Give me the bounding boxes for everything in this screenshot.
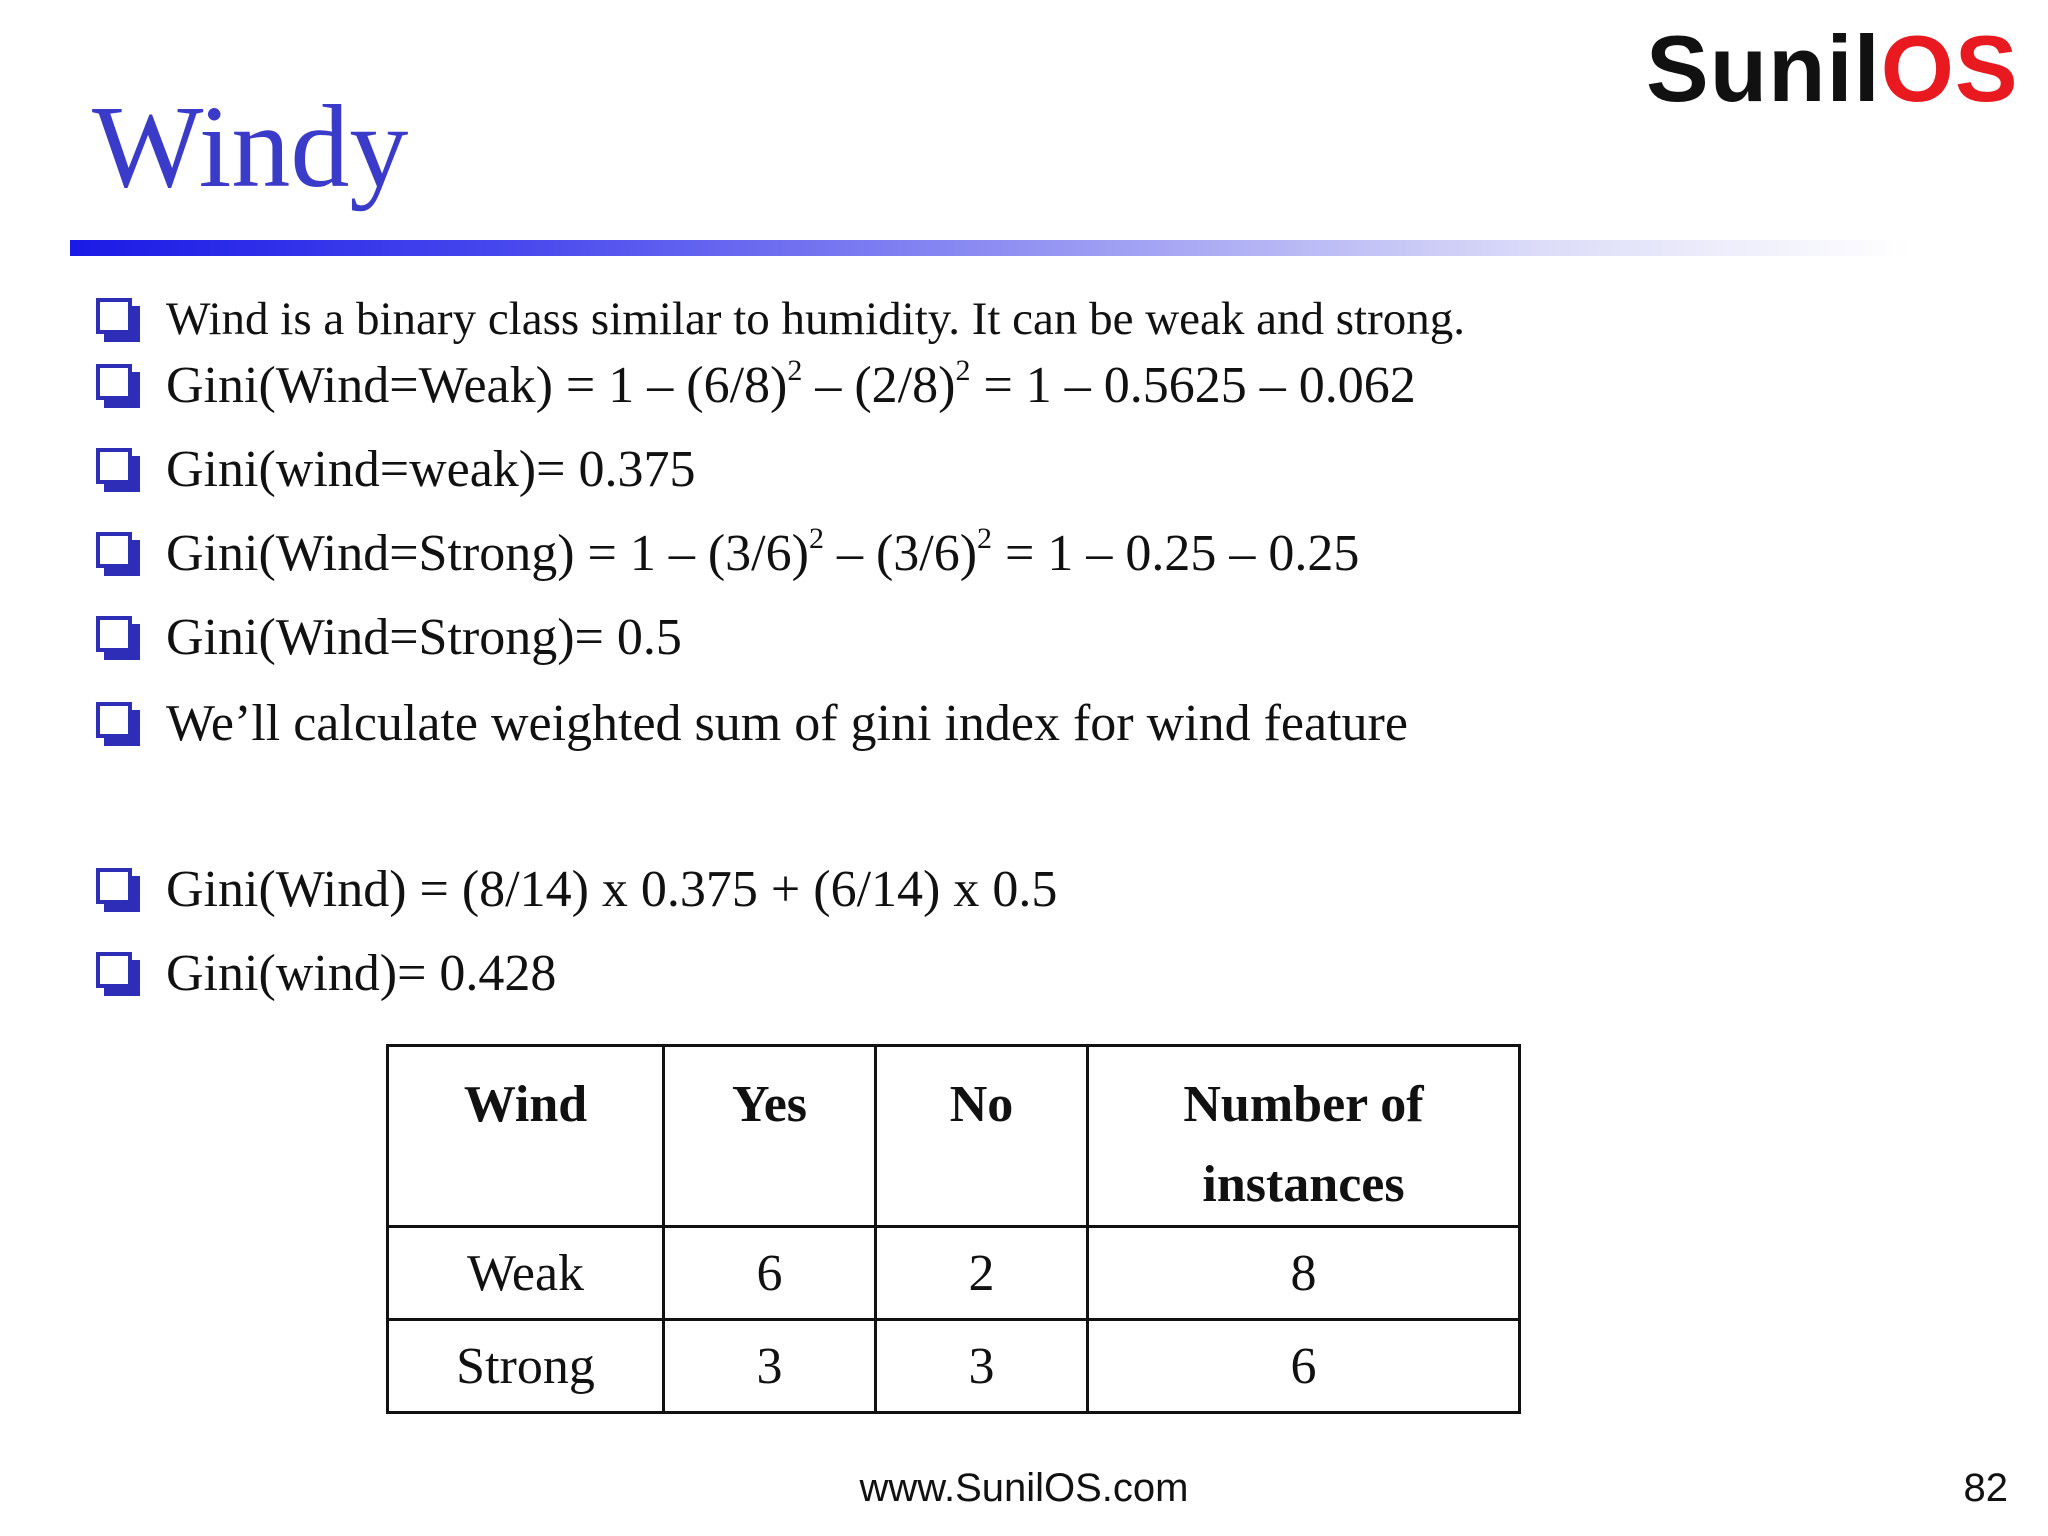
logo-text-sunil: Sunil	[1646, 16, 1881, 121]
bullet-item	[96, 609, 682, 666]
superscript: 2	[808, 522, 824, 555]
wind-gini-table	[386, 1044, 1521, 1414]
table-cell: 8	[1088, 1227, 1520, 1320]
checkbox-bullet-icon	[96, 952, 140, 996]
bullet-text: We’ll calculate weighted sum of gini index for wind feature	[166, 695, 1408, 752]
table-row	[388, 1227, 1520, 1320]
title-divider	[70, 240, 1910, 256]
bullet-item	[96, 522, 1360, 582]
table-cell: 6	[664, 1227, 876, 1320]
table-cell: 3	[876, 1320, 1088, 1413]
footer-url: www.SunilOS.com	[859, 1466, 1189, 1510]
checkbox-bullet-icon	[96, 298, 140, 342]
checkbox-bullet-icon	[96, 364, 140, 408]
slide-title: Windy	[92, 81, 409, 212]
table-header-row	[388, 1046, 1520, 1227]
superscript: 2	[787, 354, 803, 387]
checkbox-bullet-icon	[96, 868, 140, 912]
superscript: 2	[955, 354, 971, 387]
table-header-cell: Yes	[664, 1046, 876, 1227]
bullet-item	[96, 861, 1058, 918]
table-cell: 3	[664, 1320, 876, 1413]
bullet-text: Wind is a binary class similar to humidity. It can be weak and strong.	[166, 293, 1466, 345]
bullet-text: Gini(wind=weak)= 0.375	[166, 441, 696, 498]
table-cell: 2	[876, 1227, 1088, 1320]
checkbox-bullet-icon	[96, 448, 140, 492]
bullet-item	[96, 441, 696, 498]
table-header-cell: Wind	[388, 1046, 664, 1227]
bullet-text: Gini(Wind=Strong)= 0.5	[166, 609, 682, 666]
bullet-item	[96, 354, 1416, 414]
bullet-text: Gini(Wind=Strong) = $1 - (3/6)^2 - (3/6)^2 = 1 - 0.25 - 0.25$	[166, 522, 1360, 582]
bullet-text: Gini(Wind=Weak) = $1 - (6/8)^2 - (2/8)^2 = 1 - 0.5625 - 0.062$	[166, 354, 1416, 414]
page-number: 82	[1963, 1466, 2008, 1510]
table-row	[388, 1320, 1520, 1413]
logo-text-os: OS	[1880, 16, 2019, 121]
table-cell: Weak	[388, 1227, 664, 1320]
bullet-text: Gini(Wind) = (8/14) x 0.375 + (6/14) x 0.5	[166, 861, 1058, 918]
sunilos-logo	[1646, 16, 2019, 121]
bullet-text: Gini(wind)= 0.428	[166, 945, 557, 1002]
bullet-item	[96, 293, 1466, 345]
table-header-cell: No	[876, 1046, 1088, 1227]
table-cell: Strong	[388, 1320, 664, 1413]
checkbox-bullet-icon	[96, 532, 140, 576]
checkbox-bullet-icon	[96, 616, 140, 660]
checkbox-bullet-icon	[96, 702, 140, 746]
table-cell: 6	[1088, 1320, 1520, 1413]
bullet-item	[96, 695, 1408, 752]
table-header-cell: Number of instances	[1088, 1046, 1520, 1227]
bullet-item	[96, 945, 557, 1002]
superscript: 2	[977, 522, 993, 555]
